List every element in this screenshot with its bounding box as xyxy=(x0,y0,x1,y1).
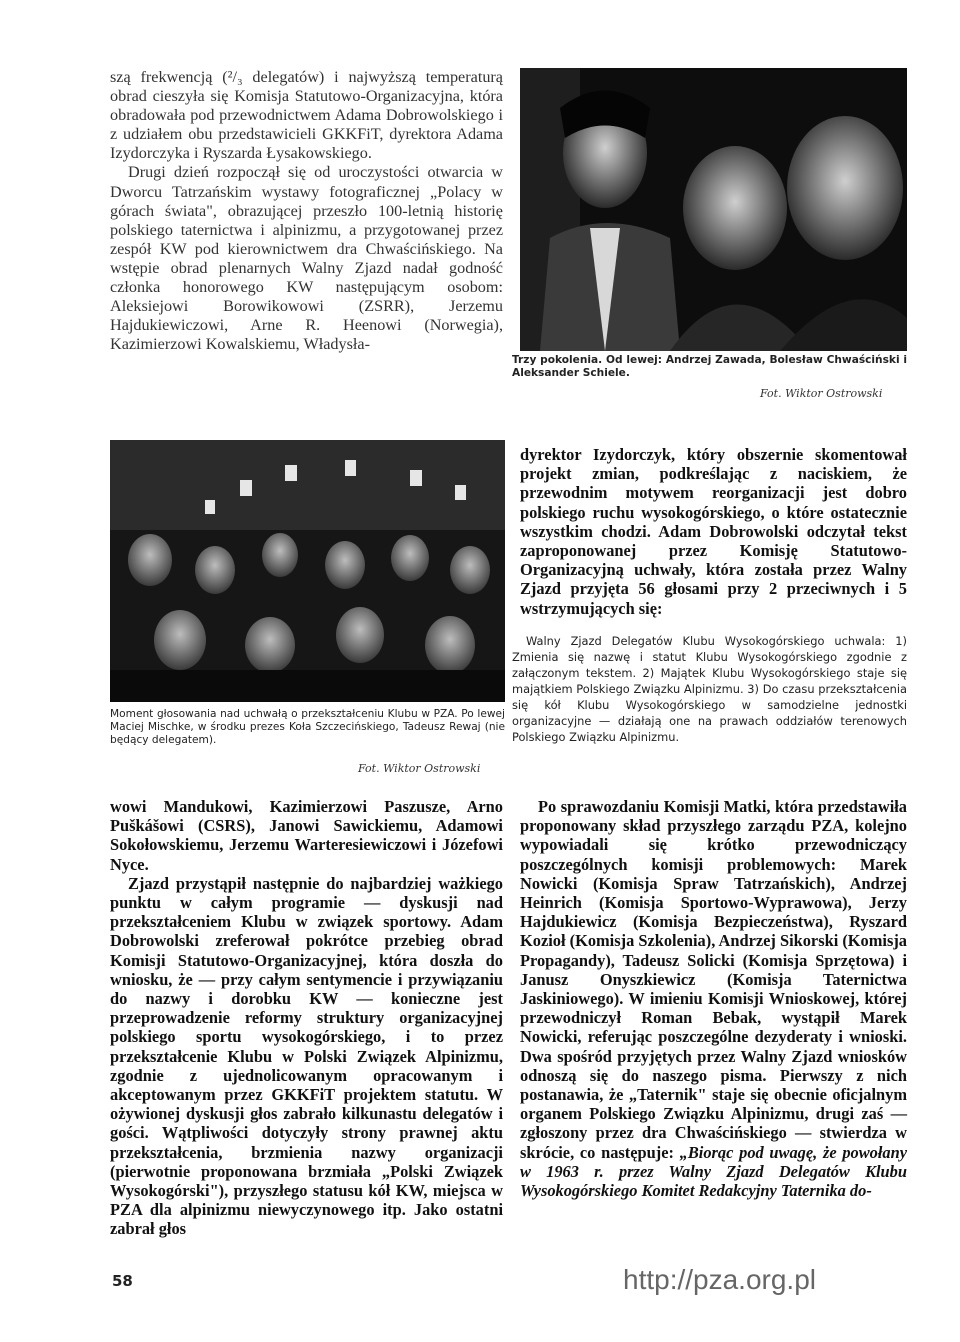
paragraph: szą frekwencją (²/₃ delegatów) i najwyższą temperaturą obrad cieszyła się Komisja Statutowo-Organizacyjna, która obradowała pod przewodnictwem Adama Dobrowolskiego i z udziałem obu przedstawicieli GKKFiT, dyrektora Adama Izydorczyka i Ryszarda Łysakowskiego. xyxy=(110,68,503,163)
photo-caption-mid: Moment głosowania nad uchwałą o przekształceniu Klubu w PZA. Po lewej Maciej Mischke, w środku prezes Koła Szczecińskiego, Tadeusz Rewaj (nie będący delegatem). xyxy=(110,708,505,746)
paragraph xyxy=(520,797,907,1200)
resolution-paragraph: Walny Zjazd Delegatów Klubu Wysokogórskiego uchwala: 1) Zmienia się nazwę i statut Klubu Wysokogórskiego zgodnie z załączonym tekstem. 2) Majątek Klubu Wysokogórskiego staje się majątkiem Polskiego Związku Alpinizmu. 3) Do czasu przekształcenia się kół Klubu Wysokogórskiego w samodzielne jednostki organizacyjne — działają one na prawach oddziałów terenowych Polskiego Związku Alpinizmu. xyxy=(512,634,907,744)
text-column-bottom-left xyxy=(110,797,503,1239)
photo-voting-moment xyxy=(110,440,505,702)
paragraph-text: Po sprawozdaniu Komisji Matki, która przedstawiła proponowany skład przyszłego zarządu PZA, kolejno wypowiadali się krótko przewodniczący poszczególnych komisji problemowych: Marek Nowicki (Komisja Spraw Tatrzańskich), Andrzej Heinrich (Komisja Sportowo-Wyprawowa), Jerzy Hajdukiewicz (Komisja Bezpieczeństwa), Ryszard Kozioł (Komisja Szkolenia), Andrzej Sikorski (Komisja Propagandy), Tadeusz Solicki (Komisja Sprzętowa) i Janusz Onyszkiewicz (Komisja Taternictwa Jaskiniowego). W imieniu Komisji Wnioskowej, której przewodniczył Roman Bebak, wystąpił Marek Nowicki, referując poszczególne dezyderaty i wnioski. Dwa spośród przyjętych przez Walny Zjazd wniosków odnoszą się do naszego pisma. Pierwszy z nich postanawia, że „Taternik" staje się obecnie oficjalnym organem Polskiego Związku Alpinizmu, drugi zaś — zgłoszony przez dra Chwaścińskiego — stwierdza w skrócie, co następuje: xyxy=(520,797,907,1162)
paragraph: Zjazd przystąpił następnie do najbardziej ważkiego punktu w całym programie — dyskusji nad przekształceniem Klubu w związek sportowy. Adam Dobrowolski zreferował pokrótce przebieg obrad Komisji Statutowo-Organizacyjnej, która doszła do wniosku, że — przy całym sentymencie i przywiązaniu do nazwy i dorobku KW — konieczne jest przeprowadzenie reformy struktury organizacyjnej polskiego sportu wysokogórskiego, i to przez przekształcenie Klubu w Polski Związek Alpinizmu, zgodnie z ujednolicowanym opracowanym i akceptowanym przez GKKFiT projektem statutu. W ożywionej dyskusji głos zabrało kilkunastu delegatów i gości. Wątpliwości dotyczyły strony prawnej aktu przekształcenia, brzmienia nazwy organizacji (pierwotnie proponowana brzmiała „Polski Związek Wysokogórski"), przyszłego statusu kół KW, miejsca w PZA dla alpinizmu niewyczynowego itp. Jako ostatni zabrał głos xyxy=(110,873,503,1239)
portrait-photo-illustration xyxy=(520,68,907,351)
text-column-mid-right xyxy=(520,445,907,618)
text-column-top-left xyxy=(110,68,503,354)
paragraph: Drugi dzień rozpoczął się od uroczystości otwarcia w Dworcu Tatrzańskim wystawy fotograficznej „Polacy w górach świata", obrazującej przeszło 100-letnią historię polskiego taternictwa i alpinizmu, a przygotowanej przez zespół KW pod kierownictwem dra Chwaścińskiego. Na wstępie obrad plenarnych Walny Zjazd nadał godność członka honorowego KW następującym osobom: Aleksiejowi Borowikowowi (ZSRR), Jerzemu Hajdukiewiczowi, Arne R. Heenowi (Norwegia), Kazimierzowi Kowalskiemu, Władysła- xyxy=(110,163,503,354)
page-number: 58 xyxy=(112,1272,133,1290)
photo-caption-top: Trzy pokolenia. Od lewej: Andrzej Zawada, Bolesław Chwaściński i Aleksander Schiele. xyxy=(512,354,907,379)
paragraph: wowi Mandukowi, Kazimierzowi Paszusze, Arno Puškášowi (CSRS), Janowi Sawickiemu, Adamowi Sokołowskiemu, Jerzemu Warteresiewiczowi i Józefowi Nyce. xyxy=(110,797,503,874)
voting-photo-illustration xyxy=(110,440,505,702)
quoted-italic-text: „Biorąc pod uwagę, że powołany w 1963 r. przez Walny Zjazd Delegatów Klubu Wysokogórskiego Komitet Redakcyjny Taternika do- xyxy=(520,1142,908,1201)
source-url-watermark[interactable]: http://pza.org.pl xyxy=(623,1264,817,1295)
resolution-text xyxy=(512,633,907,745)
photo-credit-mid: Fot. Wiktor Ostrowski xyxy=(358,762,481,775)
photo-credit-top: Fot. Wiktor Ostrowski xyxy=(760,387,883,400)
paragraph: dyrektor Izydorczyk, który obszernie skomentował projekt zmian, podkreślając z naciskiem, że przewodnim motywem reorganizacji jest dobro polskiego ruchu wysokogórskiego, o które ostatecznie wszystkim chodzi. Adam Dobrowolski odczytał tekst zaproponowanej przez Komisję Statutowo-Organizacyjną uchwały, która została przez Walny Zjazd przyjęta 56 głosami przy 2 przeciwnych i 5 wstrzymujących się: xyxy=(520,445,907,618)
photo-three-generations xyxy=(520,68,907,351)
text-column-bottom-right xyxy=(520,797,907,1200)
